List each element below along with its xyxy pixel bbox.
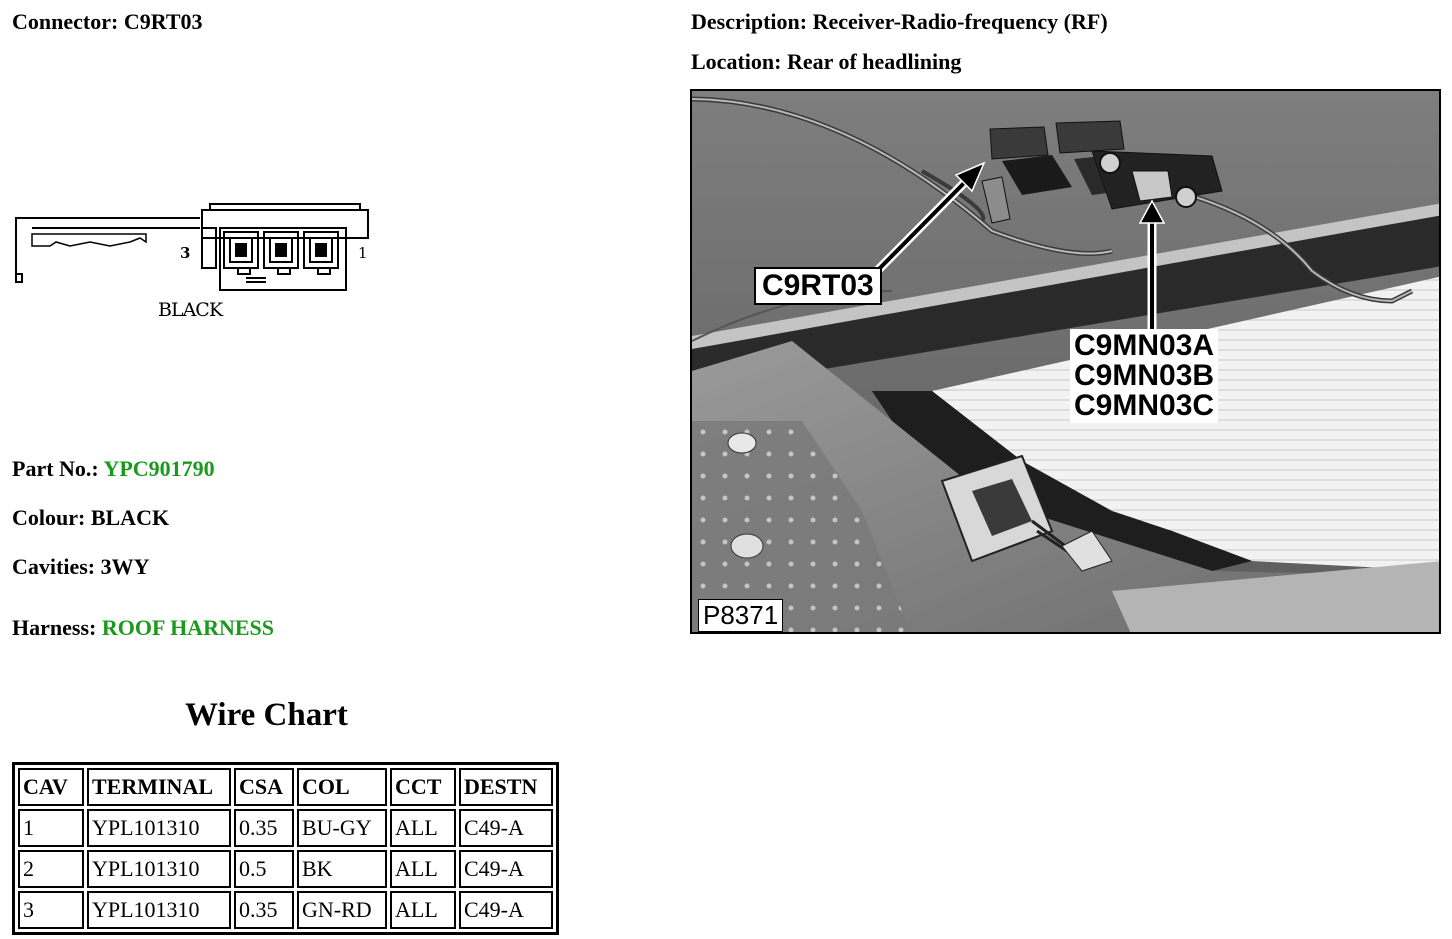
part-no-label: Part No.:: [12, 456, 99, 481]
callout-c9mn03c: C9MN03C: [1074, 389, 1215, 422]
header-col: COL: [297, 768, 387, 806]
connector-line: [12, 9, 203, 35]
cell-cav: 2: [18, 850, 84, 888]
cell-cav: 1: [18, 809, 84, 847]
cell-terminal: YPL101310: [87, 809, 231, 847]
location-value: Rear of headlining: [786, 49, 962, 74]
cell-cct: ALL: [390, 809, 456, 847]
cell-col: GN-RD: [297, 891, 387, 929]
cell-csa: 0.35: [234, 809, 294, 847]
harness-label: Harness:: [12, 615, 97, 640]
cavities-label: Cavities:: [12, 554, 96, 579]
part-no-line: [12, 456, 215, 482]
callout-c9rt03: C9RT03: [754, 267, 882, 305]
description-value: Receiver-Radio-frequency (RF): [812, 9, 1108, 34]
diagram-colour-caption: BLACK: [158, 299, 223, 321]
cell-cav: 3: [18, 891, 84, 929]
description-line: [691, 9, 1108, 35]
cell-terminal: YPL101310: [87, 891, 231, 929]
harness-link[interactable]: ROOF HARNESS: [101, 615, 274, 640]
colour-label: Colour:: [12, 505, 86, 530]
connector-housing-top: [202, 210, 368, 238]
cell-col: BU-GY: [297, 809, 387, 847]
header-cct: CCT: [390, 768, 456, 806]
cavities-line: [12, 554, 149, 580]
table-row: [18, 850, 553, 888]
cell-csa: 0.35: [234, 891, 294, 929]
connector-value: C9RT03: [123, 9, 203, 34]
callout-c9mn03a: C9MN03A: [1074, 329, 1215, 362]
table-row: [18, 891, 553, 929]
header-terminal: TERMINAL: [87, 768, 231, 806]
cell-cct: ALL: [390, 850, 456, 888]
wire-chart-header-row: [18, 768, 553, 806]
location-photo-drawing: [692, 91, 1441, 634]
cell-destn: C49-A: [459, 891, 553, 929]
location-label: Location:: [691, 49, 782, 74]
cell-csa: 0.5: [234, 850, 294, 888]
header-cav: CAV: [18, 768, 84, 806]
pin-label-3: 3: [180, 244, 191, 262]
description-label: Description:: [691, 9, 808, 34]
connector-face-diagram: [10, 200, 390, 330]
photo-id-label: P8371: [698, 599, 783, 632]
callout-c9mn03: [1070, 329, 1218, 423]
cell-col: BK: [297, 850, 387, 888]
harness-line: [12, 615, 274, 641]
wire-chart-table: [12, 762, 559, 935]
pin-label-1: 1: [358, 244, 368, 262]
location-photo: [690, 89, 1441, 634]
cell-destn: C49-A: [459, 850, 553, 888]
table-row: [18, 809, 553, 847]
header-csa: CSA: [234, 768, 294, 806]
colour-line: [12, 505, 169, 531]
part-no-link[interactable]: YPC901790: [103, 456, 215, 481]
header-destn: DESTN: [459, 768, 553, 806]
callout-c9mn03b: C9MN03B: [1074, 359, 1215, 392]
cavities-value: 3WY: [100, 554, 150, 579]
cell-destn: C49-A: [459, 809, 553, 847]
wire-chart-title: Wire Chart: [185, 697, 348, 733]
cell-terminal: YPL101310: [87, 850, 231, 888]
cell-cct: ALL: [390, 891, 456, 929]
location-line: [691, 49, 961, 75]
colour-value: BLACK: [90, 505, 170, 530]
connector-label: Connector:: [12, 9, 119, 34]
